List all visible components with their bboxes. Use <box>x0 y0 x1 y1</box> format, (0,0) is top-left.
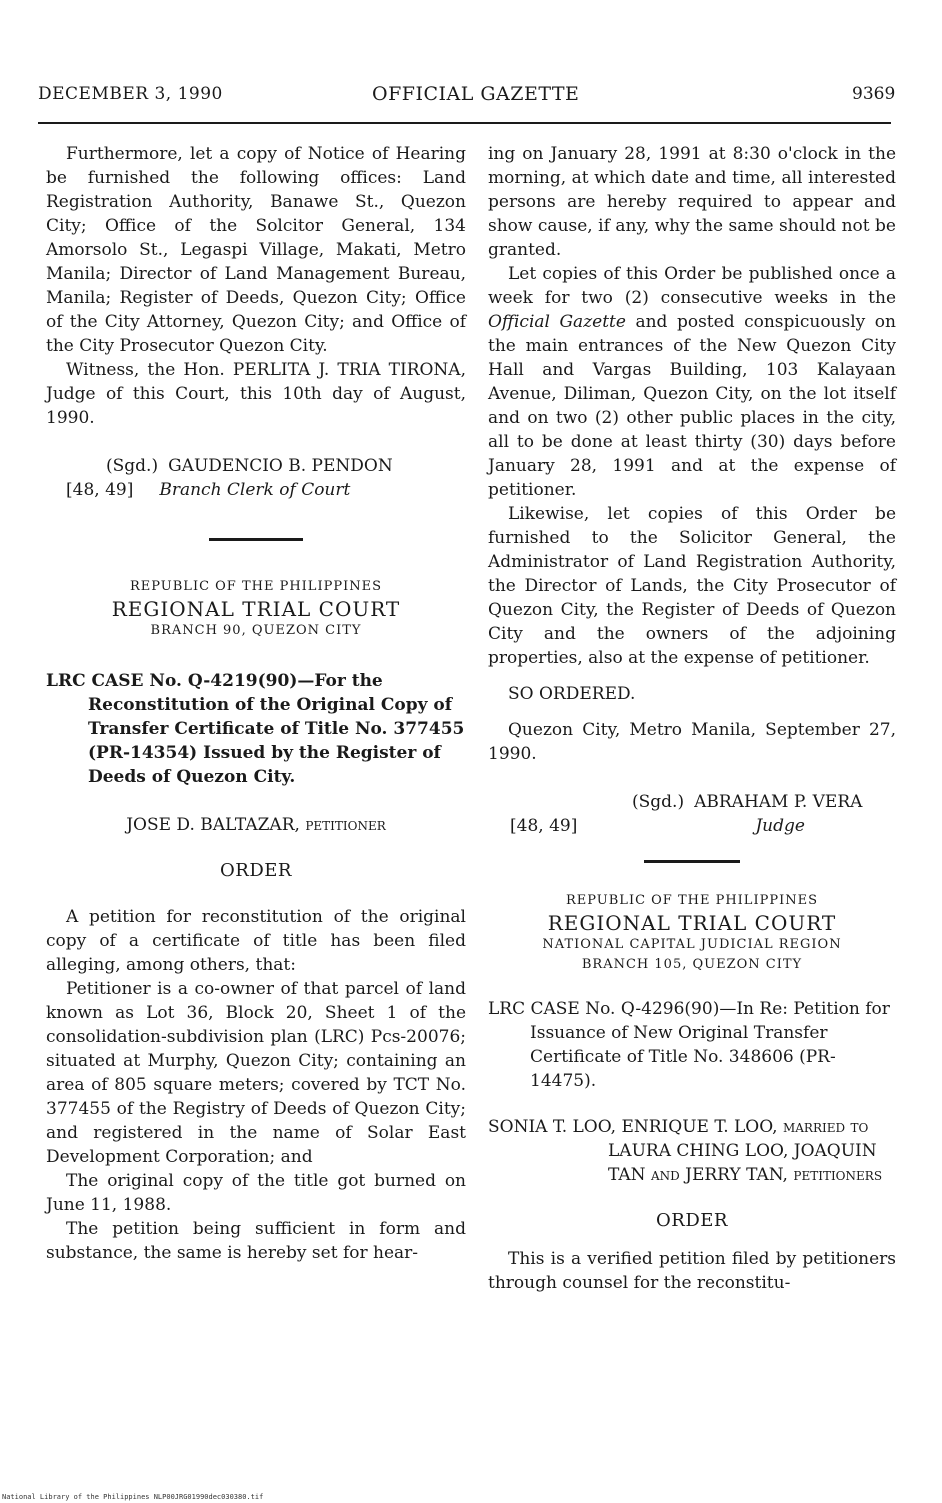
publication-gazette: Official Gazette <box>488 312 626 332</box>
right-column <box>488 142 896 1295</box>
court-name-2: REGIONAL TRIAL COURT <box>547 911 837 935</box>
so-ordered: SO ORDERED. <box>508 684 636 704</box>
case-title-2: LRC CASE No. Q-4296(90)—In Re: Petition for Issuance of New Original Transfer Certificate of Title No. 348606 (PR-14475). <box>488 999 890 1091</box>
burned-paragraph: The original copy of the title got burned on June 11, 1988. <box>46 1171 466 1215</box>
order-heading-1: ORDER <box>220 860 292 881</box>
republic-heading-1: REPUBLIC OF THE PHILIPPINES <box>130 579 382 594</box>
reference-number: [48, 49] <box>66 480 134 500</box>
header-date: DECEMBER 3, 1990 <box>38 84 223 104</box>
petition-intro-paragraph: A petition for reconstitution of the original copy of a certificate of title has been filed alleging, among others, that: <box>46 907 466 975</box>
header-title: OFFICIAL GAZETTE <box>372 83 580 105</box>
sgd-label-2: (Sgd.) <box>632 792 685 812</box>
furnish-paragraph: Likewise, let copies of this Order be furnished to the Solicitor General, the Administrator of Land Registration Authority, the Director of Lands, the City Prosecutor of Quezon City, the Register of Deeds of Quezon City and the owners of the adjoining properties, also at the expense of petitioner. <box>488 504 896 668</box>
coowner-paragraph: Petitioner is a co-owner of that parcel of land known as Lot 36, Block 20, Sheet 1 of the consolidation-subdivision plan (LRC) Pcs-20076; situated at Murphy, Quezon City; containing an area of 805 square meters; covered by TCT No. 377455 of the Registry of Deeds of Quezon City; and registered in the name of Solar East Development Corporation; and <box>46 979 466 1167</box>
left-column <box>46 142 466 1265</box>
signature-line-1 <box>46 454 466 478</box>
judge-name: ABRAHAM P. VERA <box>694 792 863 812</box>
notice-paragraph: Furthermore, let a copy of Notice of Hearing be furnished the following offices: Land Registration Authority, Banawe St., Quezon City; Office of the Solcitor General, 134 Amorsolo St., Legaspi Village, Makati, Metro Manila; Director of Land Management Bureau, Manila; Register of Deeds, Quezon City; Office of the City Attorney, Quezon City; and Office of the City Prosecutor Quezon City. <box>46 144 466 356</box>
hearing-paragraph: The petition being sufficient in form and substance, the same is hereby set for hear- <box>46 1219 466 1263</box>
sgd-label: (Sgd.) <box>106 456 159 476</box>
signature-line-4 <box>488 814 896 838</box>
verified-petition-paragraph: This is a verified petition filed by petitioners through counsel for the reconstitu- <box>488 1249 896 1293</box>
scan-footer: National Library of the Philippines NLP00JRG01990dec030380.tif <box>2 1493 264 1501</box>
signature-line-2 <box>46 478 466 502</box>
case-title-1: LRC CASE No. Q-4219(90)—For the Reconstitution of the Original Copy of Transfer Certificate of Title No. 377455 (PR-14354) Issued by the Register of Deeds of Quezon City. <box>46 671 465 787</box>
hearing-continuation: ing on January 28, 1991 at 8:30 o'clock in the morning, at which date and time, all interested persons are hereby required to appear and show cause, if any, why the same should not be granted. <box>488 144 896 260</box>
signature-line-3 <box>488 790 896 814</box>
clerk-title: Branch Clerk of Court <box>159 480 351 500</box>
header-rule <box>38 122 891 124</box>
petitioners-line-2: SONIA T. LOO, ENRIQUE T. LOO, married to LAURA CHING LOO, JOAQUIN TAN and JERRY TAN, petitioners <box>488 1117 883 1185</box>
petitioner-line-1: JOSE D. BALTAZAR, petitioner <box>126 815 386 835</box>
place-date: Quezon City, Metro Manila, September 27, 1990. <box>488 720 896 764</box>
branch-heading-2: BRANCH 105, QUEZON CITY <box>581 957 803 972</box>
reference-number-2: [48, 49] <box>510 816 578 836</box>
judge-title: Judge <box>755 816 805 836</box>
order-heading-2: ORDER <box>656 1210 728 1231</box>
court-name-1: REGIONAL TRIAL COURT <box>111 597 401 621</box>
publication-text-b: and posted conspicuously on the main entrances of the New Quezon City Hall and Vargas Building, 103 Kalayaan Avenue, Diliman, Quezon City, on the lot itself and on two (2) other public places in the city, all to be done at least thirty (30) days before January 28, 1991 and at the expense of petitioner. <box>488 312 896 500</box>
region-heading-2: NATIONAL CAPITAL JUDICIAL REGION <box>542 937 842 952</box>
header-page-number: 9369 <box>852 84 896 104</box>
witness-paragraph: Witness, the Hon. PERLITA J. TRIA TIRONA, Judge of this Court, this 10th day of August, 1990. <box>46 360 466 428</box>
republic-heading-2: REPUBLIC OF THE PHILIPPINES <box>566 893 818 908</box>
publication-text-a: Let copies of this Order be published once a week for two (2) consecutive weeks in the <box>488 264 896 308</box>
clerk-name: GAUDENCIO B. PENDON <box>168 456 393 476</box>
publication-paragraph <box>488 262 896 502</box>
branch-heading-1: BRANCH 90, QUEZON CITY <box>150 623 362 638</box>
